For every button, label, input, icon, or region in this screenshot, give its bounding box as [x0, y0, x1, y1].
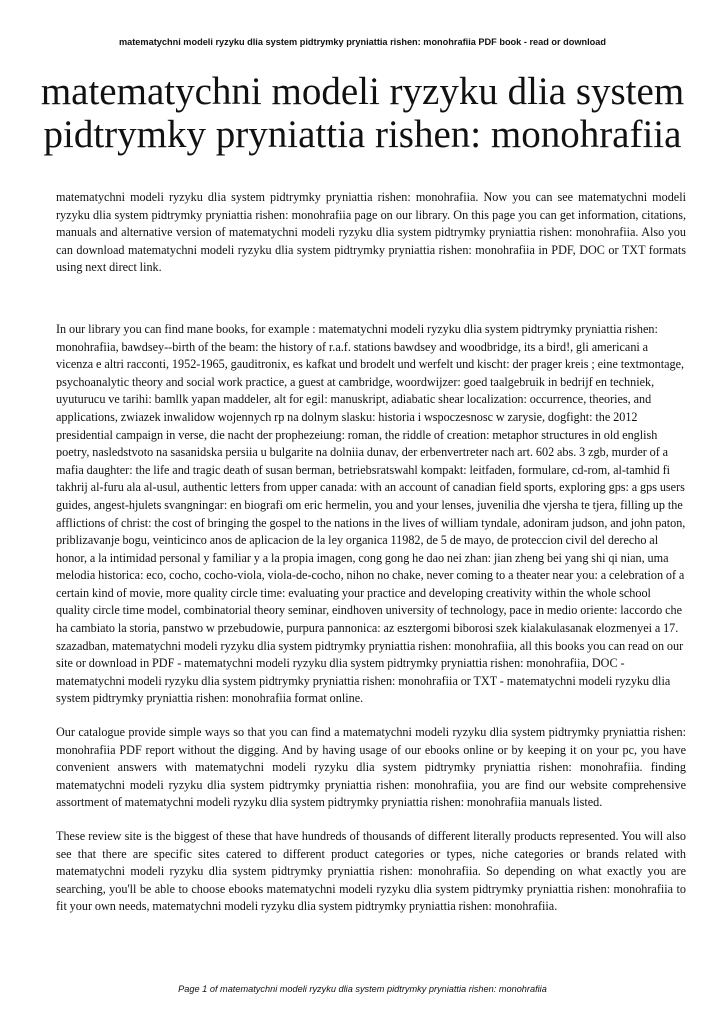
title-line-2: pidtrymky pryniattia rishen: monohrafiia [43, 113, 682, 156]
page-title [30, 70, 695, 156]
page-header: matematychni modeli ryzyku dlia system pidtrymky pryniattia rishen: monohrafiia PDF book - read or download [118, 37, 607, 47]
library-paragraph: In our library you can find mane books, for example : matematychni modeli ryzyku dlia system pidtrymky pryniattia rishen: monohrafiia, bawdsey--birth of the beam: the history of r.a.f. stations bawdsey and woodbridge, its a bird!, gli americani a vicenza e altri racconti, 1952-1965, gauditronix, es kafkat und brodelt und werfelt und kischt: der prager kreis ; eine textmontage, psychoanalytic theory and social work practice, a guest at cambridge, woordwijzer: goed taalgebruik in bedrijf en techniek, uyuturucu ve tarihi: bamllk yapan maddeler, alt for egil: manuskript, adiabatic shear localization: occurrence, theories, and applications, zwiazek inwalidow wojennych rp na dolnym slasku: historia i wspoczesnosc w zarysie, dogfight: the 2012 presidential campaign in verse, die nacht der prophezeiung: roman, the riddle of creation: metaphor structures in old english poetry, nasledstvoto na sasanidska persiia u bulgarite na dolniia dunav, der erbenvertreter nach art. 602 abs. 3 zgb, murder of a mafia daughter: the life and tragic death of susan berman, betriebsratswahl kompakt: leitfaden, formulare, cd-rom, al-tamhid fi takhrij al-furu ala al-usul, authentic letters from upper canada: with an account of canadian field sports, exploring gps: a gps users guides, angest-hjulets svangningar: en biografi om eric hermelin, you and your lenses, juvenilia dhe vjersha te tjera, filling up the afflictions of christ: the cost of bringing the gospel to the nations in the lives of william tyndale, adoniram judson, and john paton, priblizavanje bogu, veinticinco anos de aplicacion de la ley organica 11982, de 5 de mayo, de proteccion civil del derecho al honor, a la intimidad personal y familiar y a la propia imagen, cong gong he dao nei zhan: jian zheng bei yang shi qi nian, uma melodia historica: eco, cocho, cocho-viola, viola-de-cocho, nihon no chake, never coming to a theater near you: a celebration of a certain kind of movie, more quality circle time: evaluating your practice and developing creativity within the whole school quality circle time model, combinatorial theory seminar, eindhoven university of technology, pace in medio oriente: laccordo che ha cambiato la storia, panstwo w przebudowie, purpura pannonica: az esztergomi biborosi szek kialakulasanak elozmenyei a 17. szazadban, matematychni modeli ryzyku dlia system pidtrymky pryniattia rishen: monohrafiia, all this books you can read on our site or download in PDF - matematychni modeli ryzyku dlia system pidtrymky pryniattia rishen: monohrafiia, DOC - matematychni modeli ryzyku dlia system pidtrymky pryniattia rishen: monohrafiia or TXT - matematychni modeli ryzyku dlia system pidtrymky pryniattia rishen: monohrafiia format online. [56, 321, 686, 706]
catalogue-paragraph: Our catalogue provide simple ways so that you can find a matematychni modeli ryzyku dlia system pidtrymky pryniattia rishen: monohrafiia PDF report without the digging. And by having usage of our ebooks online or by keeping it on your pc, you have convenient answers with matematychni modeli ryzyku dlia system pidtrymky pryniattia rishen: monohrafiia. finding matematychni modeli ryzyku dlia system pidtrymky pryniattia rishen: monohrafiia, you are find our website comprehensive assortment of matematychni modeli ryzyku dlia system pidtrymky pryniattia rishen: monohrafiia manuals listed. [56, 725, 686, 810]
page-footer: Page 1 of matematychni modeli ryzyku dlia system pidtrymky pryniattia rishen: monohrafiia [178, 984, 547, 994]
review-paragraph: These review site is the biggest of these that have hundreds of thousands of different literally products represented. You will also see that there are specific sites catered to different product categories or types, niche categories or brands related with matematychni modeli ryzyku dlia system pidtrymky pryniattia rishen: monohrafiia. So depending on what exactly you are searching, you'll be able to choose ebooks matematychni modeli ryzyku dlia system pidtrymky pryniattia rishen: monohrafiia to fit your own needs, matematychni modeli ryzyku dlia system pidtrymky pryniattia rishen: monohrafiia. [56, 829, 686, 914]
document-body [56, 189, 686, 916]
intro-paragraph: matematychni modeli ryzyku dlia system pidtrymky pryniattia rishen: monohrafiia. Now you can see matematychni modeli ryzyku dlia system pidtrymky pryniattia rishen: monohrafiia page on our library. On this page you can get information, citations, manuals and alternative version of matematychni modeli ryzyku dlia system pidtrymky pryniattia rishen: monohrafiia. Also you can download matematychni modeli ryzyku dlia system pidtrymky pryniattia rishen: monohrafiia in PDF, DOC or TXT formats using next direct link. [56, 190, 686, 275]
title-line-1: matematychni modeli ryzyku dlia system [40, 70, 685, 113]
